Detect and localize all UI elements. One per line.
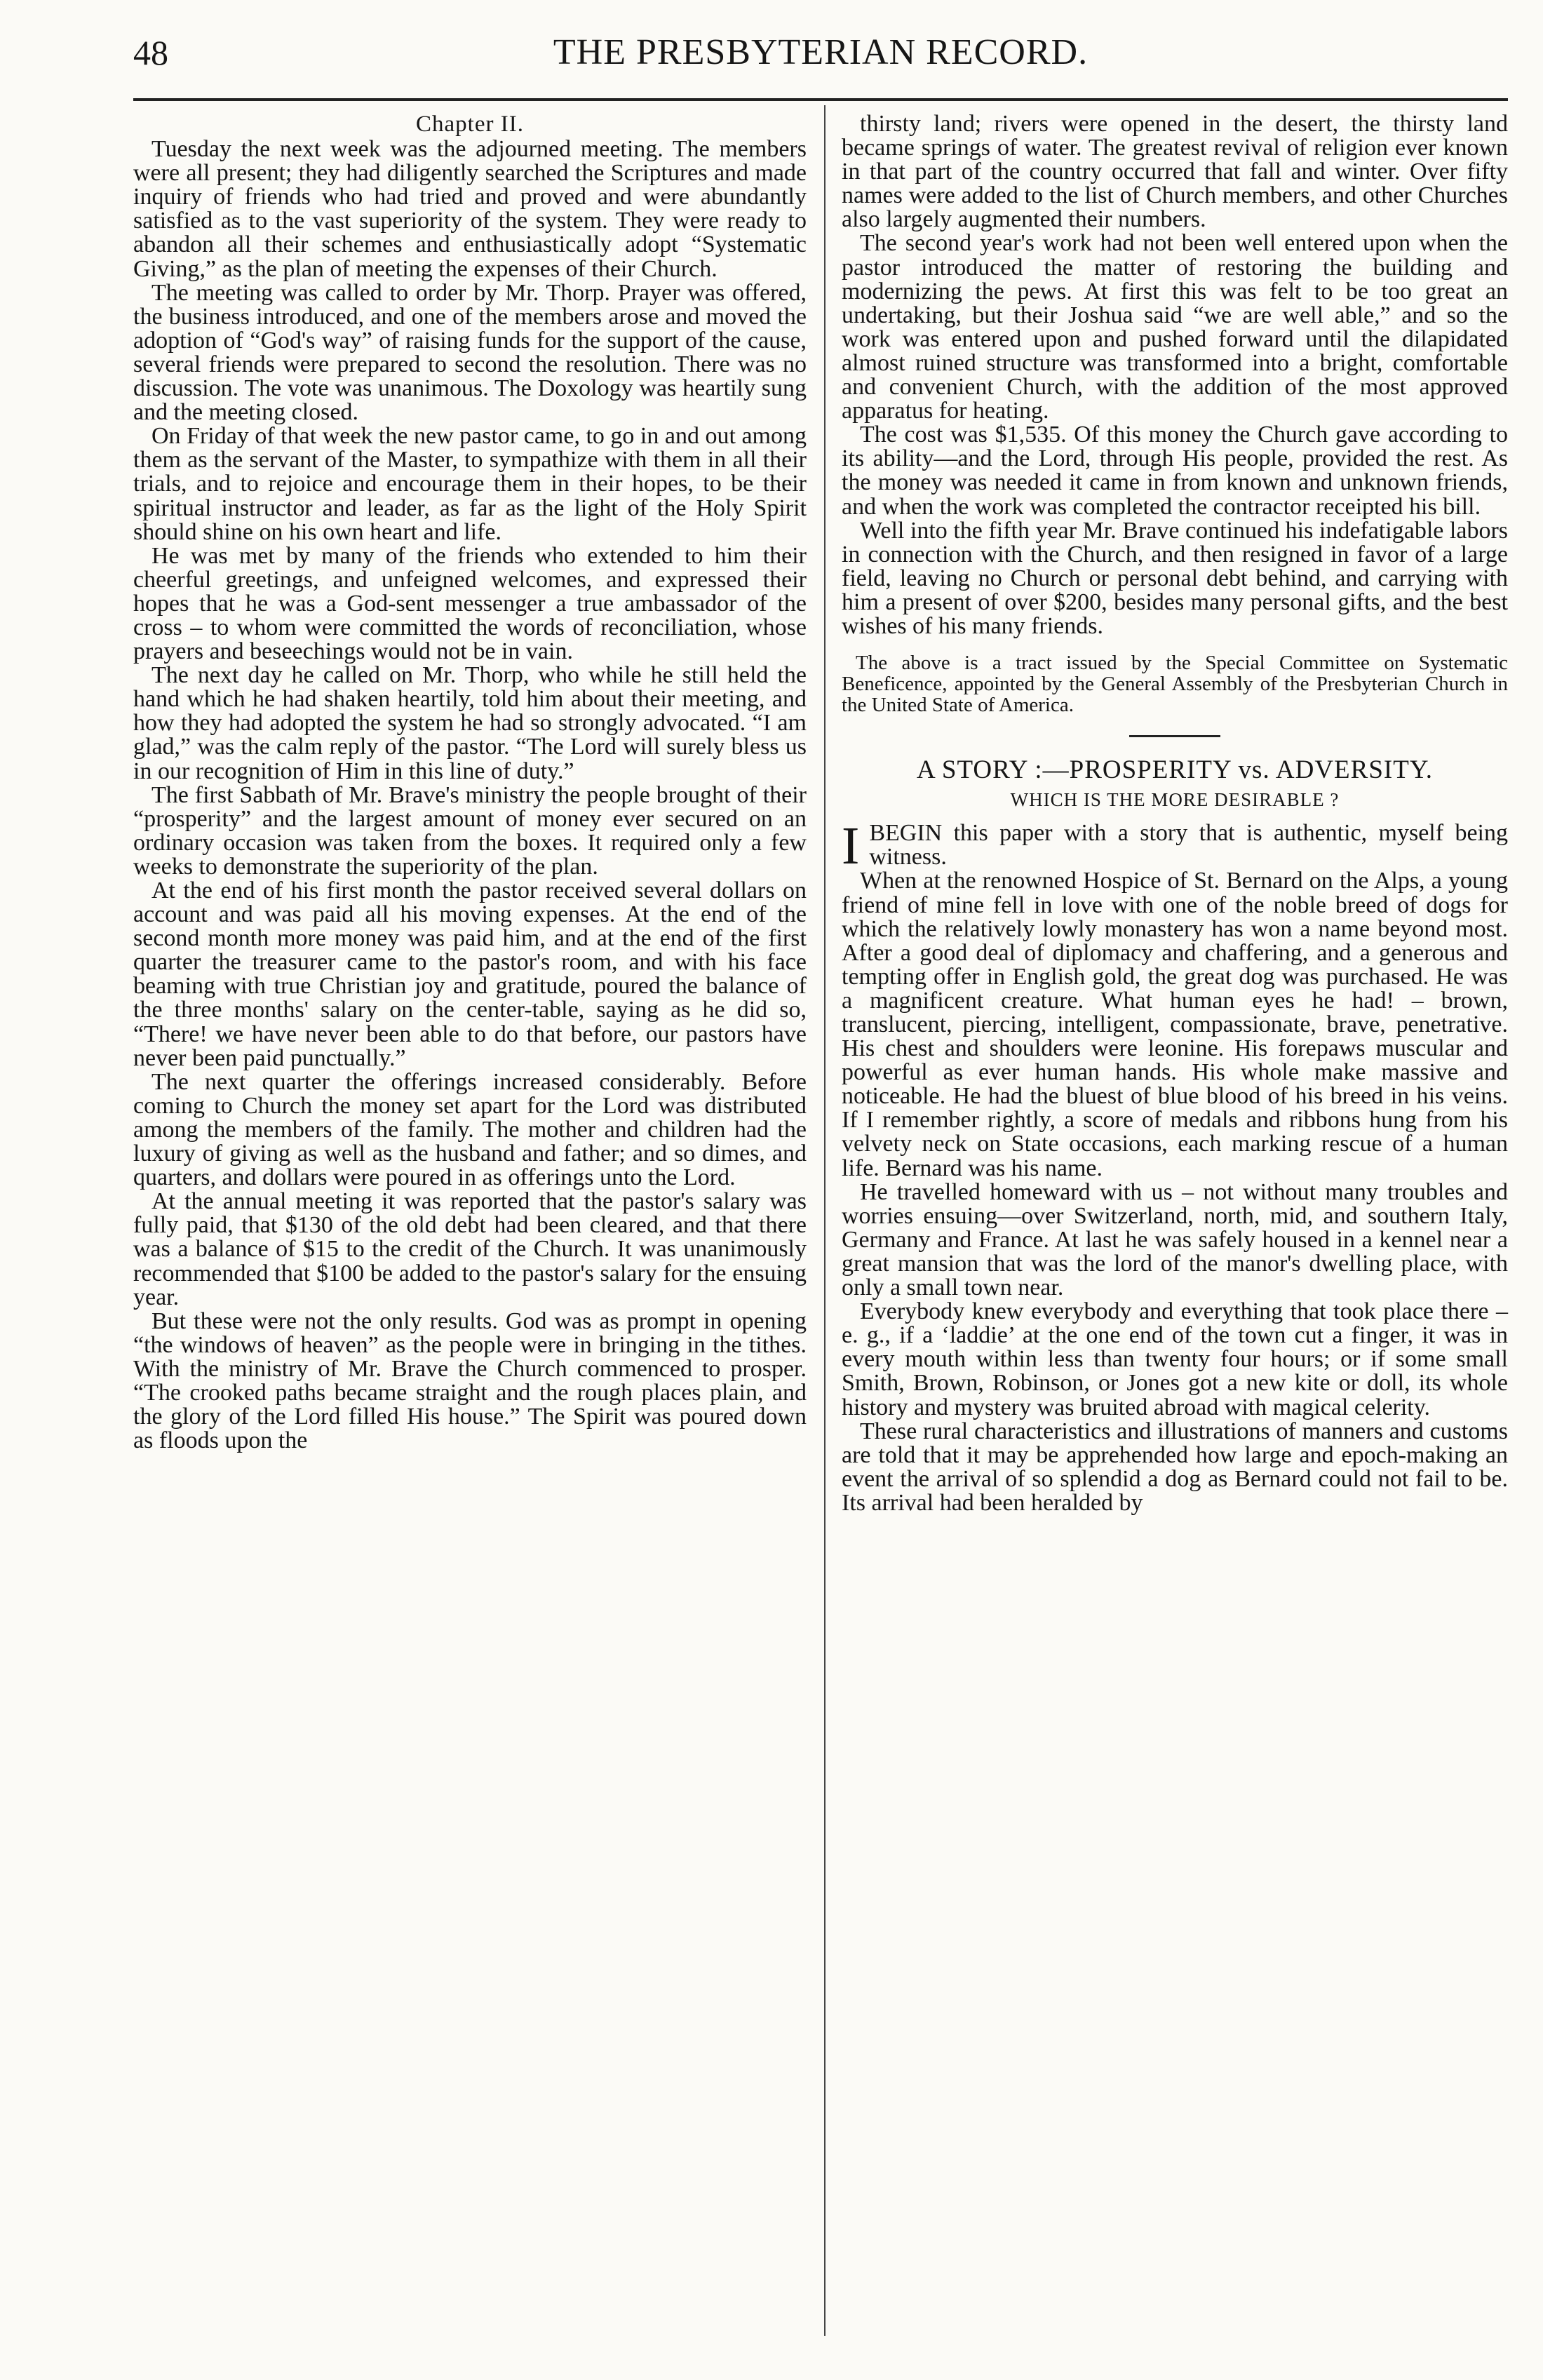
paragraph: thirsty land; rivers were opened in the desert, the thirsty land became springs of water. The greatest revival of religion ever known in that part of the country occurred that fall and winter. Over fifty names were added to the list of Church members, and other Churches also largely augmented their numbers. [842,111,1508,233]
tract-note: The above is a tract issued by the Special Committee on Systematic Beneficence, appointed by the General Assembly of the Presbyterian Church in the United State of America. [842,652,1508,717]
running-title: THE PRESBYTERIAN RECORD. [553,32,1089,72]
story-title: A STORY :—PROSPERITY vs. ADVERSITY. [916,755,1434,785]
section-rule [1129,735,1220,737]
opening-text: BEGIN this paper with a story that is authentic, myself being witness. [869,820,1508,870]
page-number: 48 [133,33,168,72]
paragraph: Well into the fifth year Mr. Brave continued his indefatigable labors in connection with the Church, and then resigned in favor of a large field, leaving no Church or personal debt behind, and carrying with him a present of over $200, besides many personal gifts, and the best wishes of his many friends. [842,517,1508,639]
paragraph: On Friday of that week the new pastor came, to go in and out among them as the servant of the Master, to sympathize with them in all their trials, and to rejoice and encourage them in their hopes, to be their spiritual instructor and leader, as far as the light of the Holy Spirit should shine on his own heart and life. [133,423,807,545]
paragraph: Tuesday the next week was the adjourned meeting. The members were all present; they had diligently searched the Scriptures and made inquiry of friends who had tried and proved and were abundantly satisfied as to the vast superiority of the system. They were ready to abandon all their schemes and enthusiastically adopt “Systematic Giving,” as the plan of meeting the expenses of their Church. [133,136,807,282]
paragraph: He was met by many of the friends who extended to him their cheerful greetings, and unfeigned welcomes, and expressed their hopes that he was a God-sent messenger a true ambassador of the cross – to whom were committed the words of reconciliation, whose prayers and beseechings would not be in vain. [133,542,807,665]
page-header [133,28,1508,77]
paragraph: These rural characteristics and illustrations of manners and customs are told that it may be apprehended how large and epoch-making an event the arrival of so splendid a dog as Bernard could not fail to be. Its arrival had been heralded by [842,1418,1508,1516]
paragraph: He travelled homeward with us – not without many troubles and worries ensuing—over Switzerland, north, mid, and southern Italy, Germany and France. At last he was safely housed in a kennel near a great mansion that was the lord of the manor's dwelling place, with only a small town near. [842,1178,1508,1301]
paragraph: The next day he called on Mr. Thorp, who while he still held the hand which he had shaken heartily, told him about their meeting, and how they had adopted the system he had so strongly advocated. “I am glad,” was the calm reply of the pastor. “The Lord will surely bless us in our recognition of Him in this line of duty.” [133,662,807,784]
column-divider [824,105,826,2336]
drop-cap: I [842,816,860,876]
paragraph: Everybody knew everybody and everything that took place there – e. g., if a ‘laddie’ at the one end of the town cut a finger, it was in every mouth within less than twenty four hours; or if some small Smith, Brown, Robinson, or Jones got a new kite or doll, its whole history and mystery was bruited abroad with magical celerity. [842,1298,1508,1420]
paragraph: The cost was $1,535. Of this money the Church gave according to its ability—and the Lord, through His people, provided the rest. As the money was needed it came in from known and unknown friends, and when the work was completed the contractor receipted his bill. [842,422,1508,520]
right-column [842,112,1508,1515]
paragraph: When at the renowned Hospice of St. Bernard on the Alps, a young friend of mine fell in love with one of the noble breed of dogs for which the relatively lowly monastery has won a name beyond most. After a good deal of diplomacy and chaffering, and a generous and tempting offer in English gold, the great dog was purchased. He was a magnificent creature. What human eyes he had! – brown, translucent, piercing, intelligent, compassionate, brave, penetrative. His chest and shoulders were leonine. His forepaws muscular and powerful as ever human hands. His whole make massive and noticeable. He had the bluest of blue blood of his breed in his veins. If I remember rightly, a score of medals and ribbons hung from his velvety neck on State occasions, each marking rescue of a human life. Bernard was his name. [842,868,1508,1181]
paragraph: The second year's work had not been well entered upon when the pastor introduced the matter of restoring the building and modernizing the pews. At first this was felt to be too great an undertaking, but their Joshua said “we are well able,” and so the work was entered upon and pushed forward until the dilapidated almost ruined structure was transformed into a bright, comfortable and convenient Church, with the addition of the most approved apparatus for heating. [842,230,1508,424]
left-column [133,112,807,1453]
paragraph: At the end of his first month the pastor received several dollars on account and was paid all his moving expenses. At the end of the second month more money was paid him, and at the end of the first quarter the treasurer came to the pastor's room, and with his face beaming with true Christian joy and gratitude, poured the balance of the three months' salary on the center-table, saying as he did so, “There! we have never been able to do that before, our pastors have never been paid punctually.” [133,878,807,1071]
paragraph: The first Sabbath of Mr. Brave's ministry the people brought of their “prosperity” and the largest amount of money ever secured on an ordinary occasion was taken from the boxes. It required only a few weeks to demonstrate the superiority of the plan. [133,781,807,880]
paragraph: But these were not the only results. God was as prompt in opening “the windows of heaven” as the people were in bringing in the tithes. With the ministry of Mr. Brave the Church commenced to prosper. “The crooked paths became straight and the rough places plain, and the glory of the Lord filled His house.” The Spirit was poured down as floods upon the [133,1307,807,1454]
header-rule [133,98,1508,101]
story-subtitle: WHICH IS THE MORE DESIRABLE ? [1010,789,1340,811]
paragraph: The next quarter the offerings increased considerably. Before coming to Church the money set apart for the Lord was distributed among the members of the family. The mother and children had the luxury of giving as well as the husband and father; and so dimes, and quarters, and dollars were poured in as offerings unto the Lord. [133,1068,807,1191]
opening-paragraph [842,816,1508,876]
chapter-heading: Chapter II. [416,112,524,137]
paragraph: At the annual meeting it was reported that the pastor's salary was fully paid, that $130 of the old debt had been cleared, and that there was a balance of $15 to the credit of the Church. It was unanimously recommended that $100 be added to the pastor's salary for the ensuing year. [133,1188,807,1310]
paragraph: The meeting was called to order by Mr. Thorp. Prayer was offered, the business introduced, and one of the members arose and moved the adoption of “God's way” of raising funds for the support of the cause, several friends were prepared to second the resolution. There was no discussion. The vote was unanimous. The Doxology was heartily sung and the meeting closed. [133,279,807,426]
